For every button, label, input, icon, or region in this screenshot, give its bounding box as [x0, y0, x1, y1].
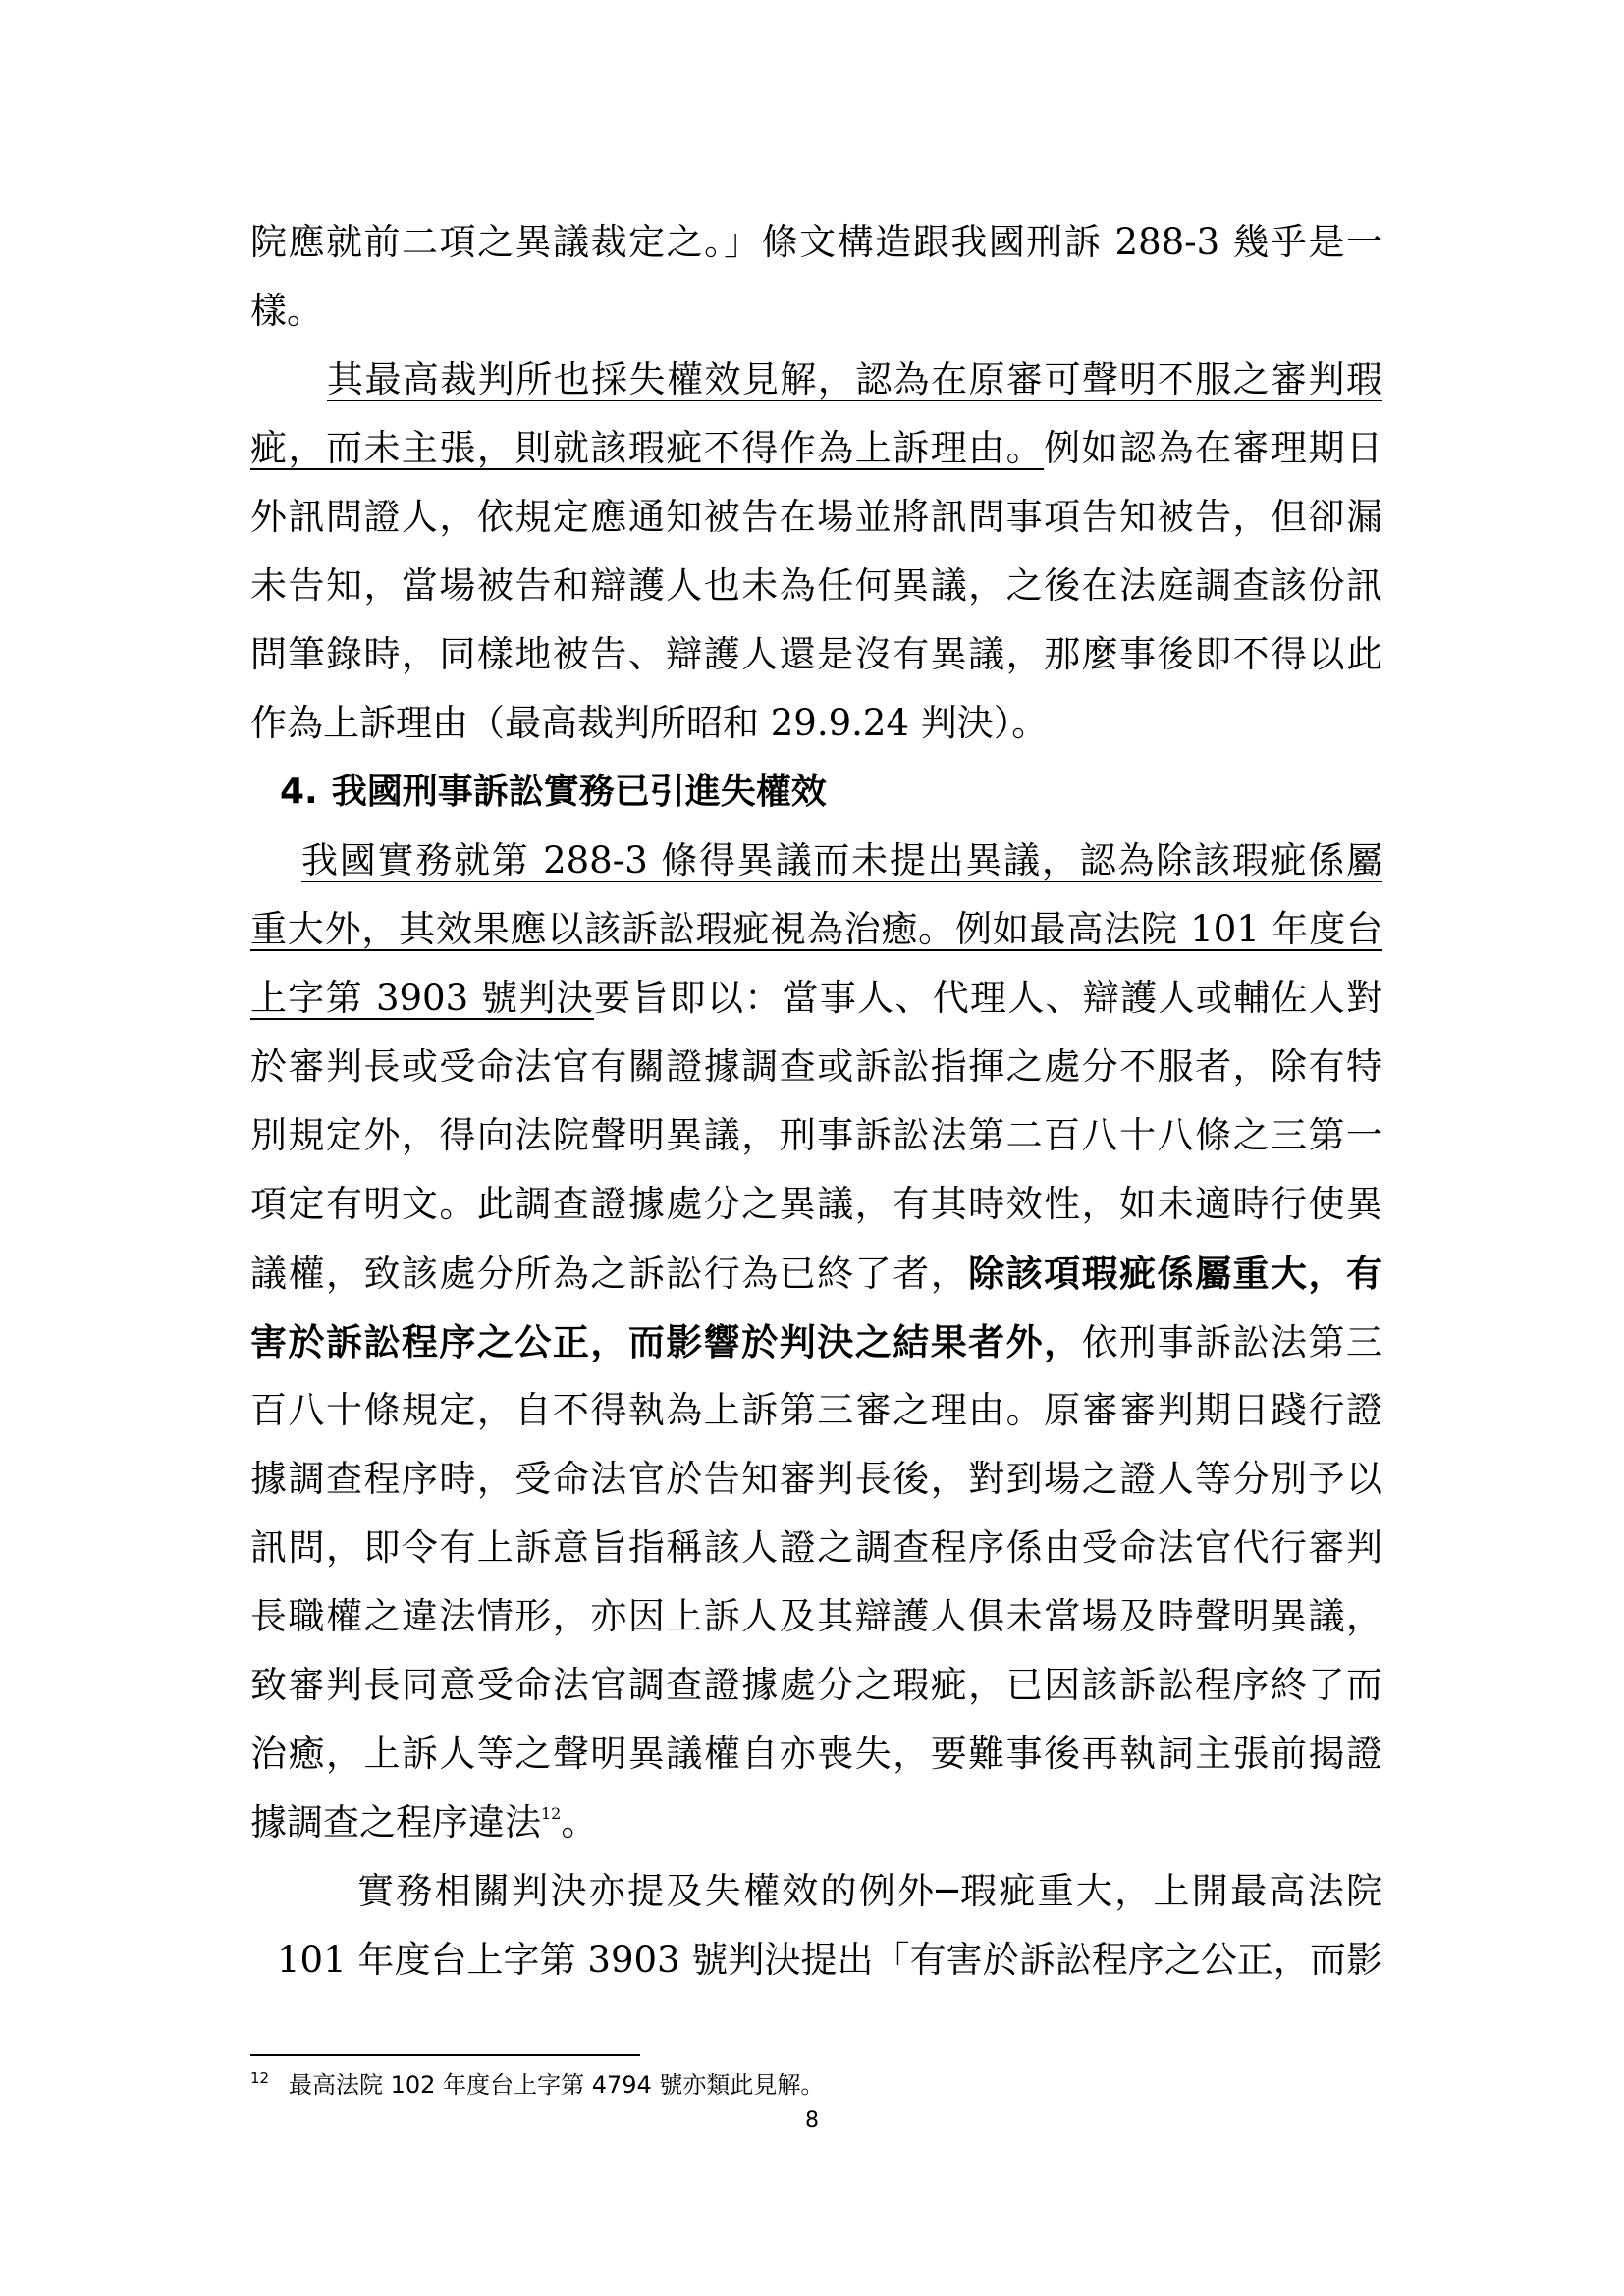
footnote: 12 最高法院 102 年度台上字第 4794 號亦類此見解。	[250, 2069, 825, 2099]
paragraph-line	[250, 1376, 1382, 1445]
paragraph-line	[250, 1651, 1382, 1720]
paragraph-line	[250, 1926, 1382, 1995]
paragraph-line	[250, 1582, 1382, 1651]
text-segment: 外訊問證人，依規定應通知被告在場並將訊問事項告知被告，但卻漏	[250, 496, 1382, 538]
underlined-text: 我國實務就第 288-3 條得異議而未提出異議，認為除該瑕疵係屬	[301, 839, 1382, 881]
paragraph-line	[250, 895, 1382, 964]
paragraph-line	[250, 1857, 1382, 1926]
paragraph-line	[250, 827, 1382, 895]
footnote-reference: 12	[541, 1804, 562, 1823]
paragraph-line	[250, 1514, 1382, 1582]
underlined-text: 重大外，其效果應以該訴訟瑕疵視為治癒。例如最高法院 101 年度台	[250, 908, 1382, 950]
paragraph-line	[250, 346, 1382, 414]
paragraph-3	[250, 827, 1382, 1857]
paragraph-line	[250, 277, 1382, 346]
text-segment: 據調查程序時，受命法官於告知審判長後，對到場之證人等分別予以	[250, 1458, 1382, 1500]
paragraph-line	[250, 1239, 1382, 1308]
text-segment: 百八十條規定，自不得執為上訴第三審之理由。原審審判期日踐行證	[250, 1389, 1382, 1431]
paragraph-line	[250, 1720, 1382, 1789]
paragraph-2	[250, 346, 1382, 758]
paragraph-line	[250, 1033, 1382, 1101]
text-segment: 致審判長同意受命法官調查證據處分之瑕疵，已因該訴訟程序終了而	[250, 1664, 1382, 1706]
text-segment: 作為上訴理由（最高裁判所昭和 29.9.24 判決）。	[250, 702, 1049, 744]
text-segment: 據調查之程序違法	[250, 1801, 541, 1843]
text-segment: 依刑事訴訟法第三	[1081, 1321, 1383, 1363]
section-heading	[250, 758, 1382, 827]
paragraph-line	[250, 1308, 1382, 1376]
paragraph-line	[250, 414, 1382, 483]
text-segment: 治癒，上訴人等之聲明異議權自亦喪失，要難事後再執詞主張前揭證	[250, 1733, 1382, 1775]
footnote-separator	[250, 2054, 640, 2056]
text-segment: 別規定外，得向法院聲明異議，刑事訴訟法第二百八十八條之三第一	[250, 1114, 1382, 1156]
footnote-text: 最高法院 102 年度台上字第 4794 號亦類此見解。	[289, 2071, 825, 2099]
section-title: 我國刑事訴訟實務已引進失權效	[331, 772, 827, 812]
paragraph-line	[250, 964, 1382, 1033]
page-number: 8	[805, 2109, 819, 2133]
paragraph-line	[250, 1789, 1382, 1857]
text-segment: 長職權之違法情形，亦因上訴人及其辯護人俱未當場及時聲明異議，	[250, 1595, 1382, 1637]
text-segment: 101 年度台上字第 3903 號判決提出「有害於訴訟程序之公正，而影	[277, 1939, 1382, 1981]
text-segment: 。	[561, 1801, 598, 1843]
text-segment: 問筆錄時，同樣地被告、辯護人還是沒有異議，那麼事後即不得以此	[250, 633, 1382, 675]
paragraph-line	[250, 1101, 1382, 1170]
paragraph-line	[250, 620, 1382, 689]
paragraph-line	[250, 552, 1382, 620]
underlined-text: 其最高裁判所也採失權效見解，認為在原審可聲明不服之審判瑕	[327, 358, 1382, 400]
text-segment: 未告知，當場被告和辯護人也未為任何異議，之後在法庭調查該份訊	[250, 564, 1382, 607]
paragraph-line	[250, 689, 1382, 758]
text-segment: 實務相關判決亦提及失權效的例外─瑕疵重大，上開最高法院	[357, 1870, 1382, 1912]
paragraph-line	[250, 1445, 1382, 1514]
paragraph-line	[250, 483, 1382, 552]
bold-text: 害於訴訟程序之公正，而影響於判決之結果者外，	[250, 1320, 1082, 1363]
document-body	[250, 208, 1382, 1995]
text-segment: 於審判長或受命法官有關證據調查或訴訟指揮之處分不服者，除有特	[250, 1045, 1382, 1088]
text-segment: 議權，致該處分所為之訴訟行為已終了者，	[250, 1253, 969, 1295]
text-segment: 例如認為在審理期日	[1044, 427, 1383, 469]
underlined-text: 上字第 3903 號判決	[250, 977, 595, 1019]
underlined-text: 疵，而未主張，則就該瑕疵不得作為上訴理由。	[250, 427, 1045, 469]
text-segment: 訊問，即令有上訴意旨指稱該人證之調查程序係由受命法官代行審判	[250, 1526, 1382, 1569]
paragraph-1	[250, 208, 1382, 346]
paragraph-line	[250, 1170, 1382, 1239]
section-number: 4.	[280, 772, 318, 812]
text-segment: 要旨即以：當事人、代理人、辯護人或輔佐人對	[594, 977, 1382, 1019]
text-segment: 院應就前二項之異議裁定之。」條文構造跟我國刑訴 288-3 幾乎是一	[250, 221, 1382, 263]
paragraph-4	[250, 1857, 1382, 1995]
bold-text: 除該項瑕疵係屬重大，有	[968, 1252, 1382, 1295]
text-segment: 項定有明文。此調查證據處分之異議，有其時效性，如未適時行使異	[250, 1183, 1382, 1225]
text-segment: 樣。	[250, 290, 323, 332]
paragraph-line	[250, 208, 1382, 277]
